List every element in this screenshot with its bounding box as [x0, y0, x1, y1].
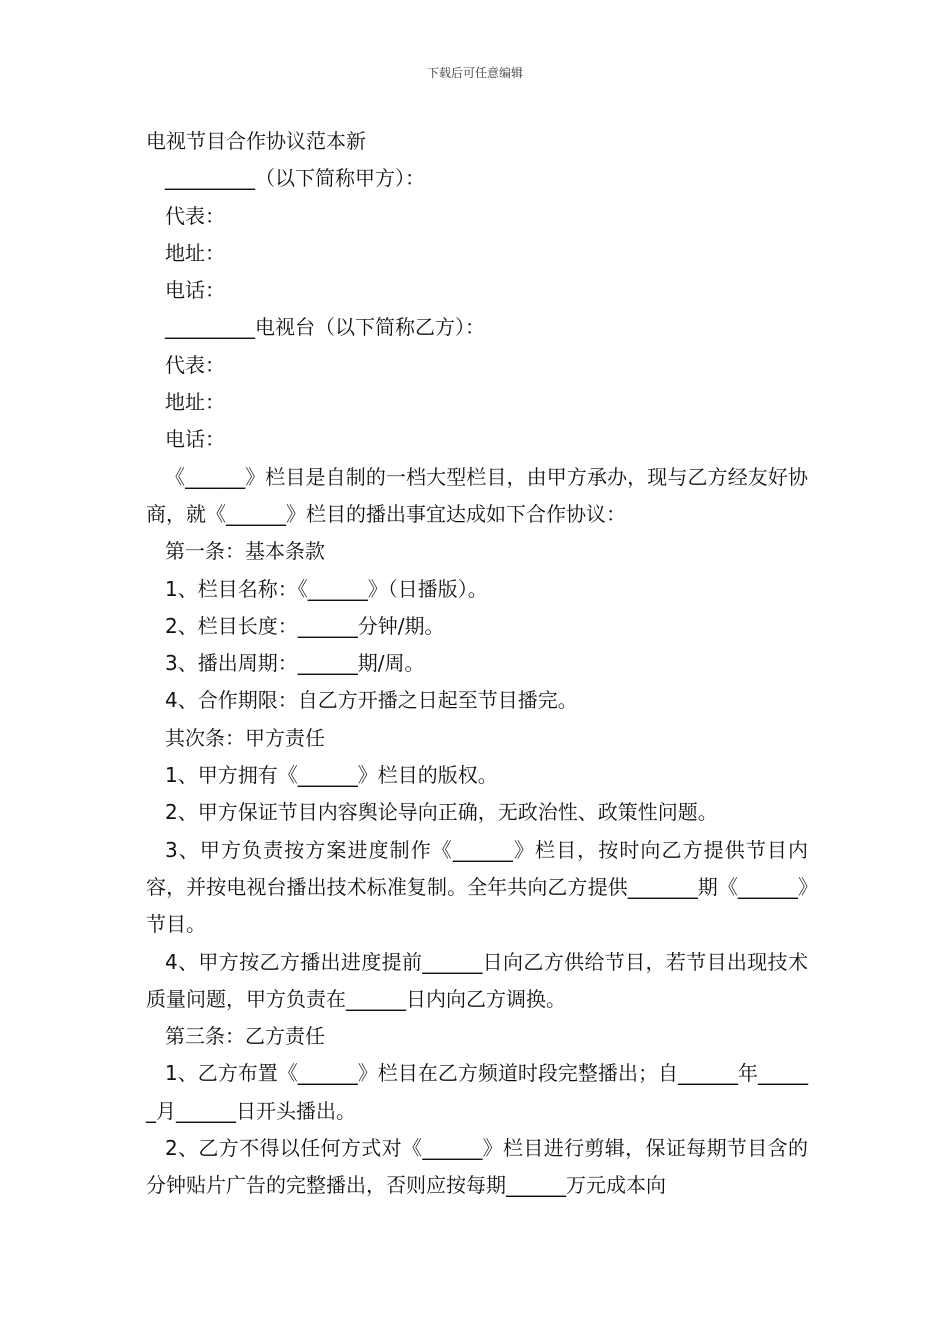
article-2-item: 3、甲方负责按方案进度制作《______》栏目，按时向乙方提供节目内容，并按电视台播出技术标准复制。全年共向乙方提供_______期《______》节目。 [146, 837, 808, 937]
party-b-address: 地址： [165, 390, 225, 415]
party-b-phone: 电话： [165, 427, 225, 452]
party-a-address: 地址： [165, 240, 225, 265]
party-a-representative: 代表： [165, 203, 225, 228]
article-3-item: 1、乙方布置《______》栏目在乙方频道时段完整播出；自______年______月______日开头播出。 [146, 1061, 808, 1123]
article-3-heading: 第三条：乙方责任 [165, 1024, 325, 1049]
document-body [146, 123, 808, 1205]
article-2-item: 2、甲方保证节目内容舆论导向正确，无政治性、政策性问题。 [165, 800, 718, 825]
document-title: 电视节目合作协议范本新 [146, 129, 366, 153]
party-a-phone: 电话： [165, 278, 225, 303]
article-2-heading: 其次条：甲方责任 [165, 725, 325, 750]
party-a-intro: _________（以下简称甲方）： [165, 166, 425, 191]
party-b-representative: 代表： [165, 352, 225, 377]
article-1-item: 3、播出周期：______期/周。 [165, 651, 425, 676]
article-1-item: 4、合作期限：自乙方开播之日起至节目播完。 [165, 688, 578, 713]
article-2-item: 4、甲方按乙方播出进度提前______日向乙方供给节目，若节目出现技术质量问题，甲方负责在______日内向乙方调换。 [146, 949, 808, 1011]
article-1-item: 1、栏目名称：《______》（日播版）。 [165, 576, 488, 601]
preamble-paragraph: 《______》栏目是自制的一档大型栏目，由甲方承办，现与乙方经友好协商，就《______》栏目的播出事宜达成如下合作协议： [146, 464, 808, 526]
party-b-intro: _________电视台（以下简称乙方）： [165, 315, 485, 340]
article-3-item: 2、乙方不得以任何方式对《______》栏目进行剪辑，保证每期节目含的分钟贴片广告的完整播出，否则应按每期______万元成本向 [146, 1136, 808, 1198]
page-header-note: 下载后可任意编辑 [426, 66, 523, 80]
article-1-heading: 第一条：基本条款 [165, 539, 325, 564]
article-2-item: 1、甲方拥有《______》栏目的版权。 [165, 763, 498, 788]
article-1-item: 2、栏目长度：______分钟/期。 [165, 613, 445, 638]
